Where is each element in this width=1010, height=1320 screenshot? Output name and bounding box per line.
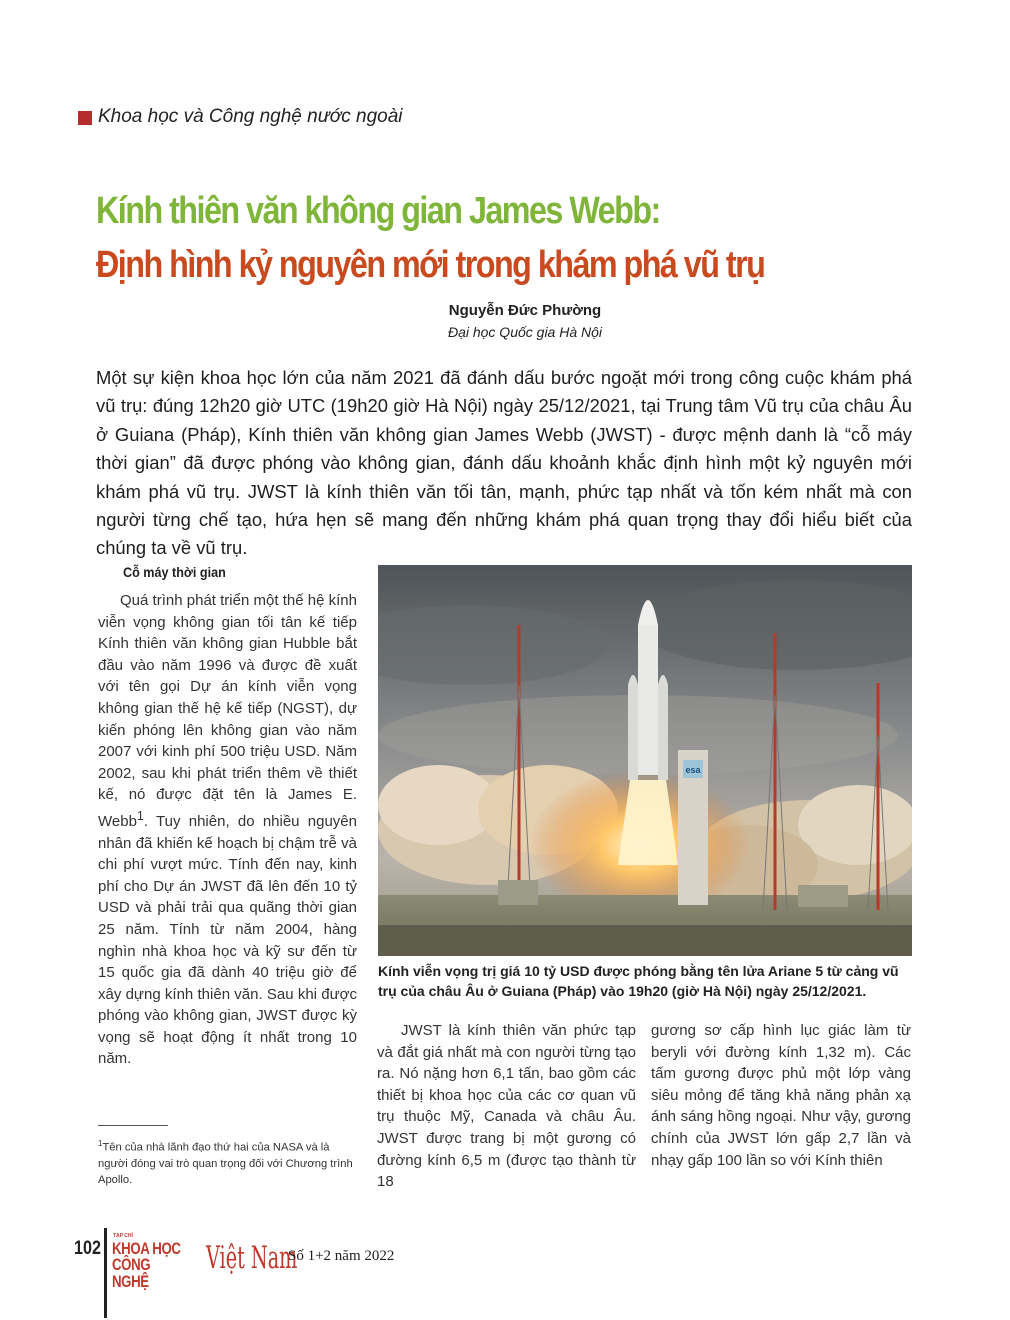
photo-caption: Kính viễn vọng trị giá 10 tỷ USD được phóng bằng tên lửa Ariane 5 từ cảng vũ trụ của châu Âu ở Guiana (Pháp) vào 19h20 (giờ Hà Nội) ngày 25/12/2021. [378, 963, 899, 999]
brand-line1: KHOA HỌC [112, 1239, 181, 1258]
brand-small: TẠP CHÍ [113, 1233, 133, 1239]
issue-info: Số 1+2 năm 2022 [288, 1248, 395, 1264]
lead-paragraph: Một sự kiện khoa học lớn của năm 2021 đã đánh dấu bước ngoặt mới trong công cuộc khám phá vũ trụ: đúng 12h20 giờ UTC (19h20 giờ Hà Nội) ngày 25/12/2021, tại Trung tâm Vũ trụ của châu Âu ở Guiana (Pháp), Kính thiên văn không gian James Webb (JWST) - được mệnh danh là “cỗ máy thời gian” đã được phóng vào không gian, đánh dấu khoảnh khắc định hình một kỷ nguyên mới khám phá vũ trụ. JWST là kính thiên văn tối tân, mạnh, phức tạp nhất và tốn kém nhất mà con người từng chế tạo, hứa hẹn sẽ mang đến những khám phá quan trọng thay đổi hiểu biết của chúng ta về vũ trụ. [96, 367, 912, 559]
footer-divider [104, 1228, 107, 1318]
brand-country: Việt Nam [206, 1240, 298, 1276]
footnote [98, 1136, 360, 1188]
footnote-mark: 1 [98, 1139, 103, 1148]
brand-line2: CÔNG NGHỆ [112, 1255, 151, 1291]
section-label: Khoa học và Công nghệ nước ngoài [98, 106, 403, 127]
footnote-text: Tên của nhà lãnh đạo thứ hai của NASA và là người đóng vai trò quan trọng đối với Chương trình Apollo. [98, 1141, 353, 1186]
col3-paragraph: gương sơ cấp hình lục giác làm từ beryli với đường kính 1,32 m). Các tấm gương được phủ một lớp vàng siêu mỏng để tăng khả năng phản xạ ánh sáng hồng ngoại. Như vậy, gương chính của JWST lớn gấp 2,7 lần và nhạy gấp 100 lần so với Kính thiên [651, 1022, 911, 1169]
author-affiliation: Đại học Quốc gia Hà Nội [447, 324, 603, 340]
launch-photo [378, 565, 912, 956]
esa-logo: esa [685, 765, 701, 775]
col1-text-a: Quá trình phát triển một thế hệ kính viễn vọng không gian tối tân kế tiếp Kính thiên văn không gian Hubble bắt đầu vào năm 1996 và được đề xuất với tên gọi Dự án kính viễn vọng không gian thế hệ kế tiếp (NGST), dự kiến phóng lên không gian vào năm 2007 với kinh phí 500 triệu USD. Năm 2002, sau khi phát triển thêm về thiết kế, nó được đặt tên là James E. Webb [98, 592, 357, 830]
article-title-line2: Định hình kỷ nguyên mới trong khám phá vũ trụ [96, 244, 765, 286]
section-marker [78, 111, 92, 125]
page-number: 102 [74, 1238, 101, 1259]
col2-paragraph: JWST là kính thiên văn phức tạp và đắt giá nhất mà con người từng tạo ra. Nó nặng hơn 6,1 tấn, bao gồm các thiết bị khoa học của các cơ quan vũ trụ thuộc Mỹ, Canada và châu Âu. JWST được trang bị một gương có đường kính 6,5 m (được tạo thành từ 18 [377, 1022, 636, 1191]
magazine-logo [110, 1233, 298, 1291]
article-title-line1: Kính thiên văn không gian James Webb: [96, 190, 660, 232]
footnote-ref: 1 [136, 808, 144, 823]
author-name: Nguyễn Đức Phường [448, 302, 602, 319]
footnote-divider [98, 1125, 168, 1126]
subheading: Cỗ máy thời gian [123, 564, 226, 580]
body-column-1 [98, 590, 357, 1070]
body-column-2 [377, 1020, 636, 1193]
body-column-3 [651, 1020, 911, 1171]
col1-text-b: . Tuy nhiên, do nhiều nguyên nhân đã khiến kế hoạch bị chậm trễ và chi phí vượt mức. Tính đến nay, kinh phí cho Dự án JWST đã lên đến 10 tỷ USD và phải trải qua quãng thời gian 25 năm. Tính từ năm 2004, hàng nghìn nhà khoa học và kỹ sư đến từ 15 quốc gia đã dành 40 triệu giờ để xây dựng kính thiên văn. Sau khi được phóng vào không gian, JWST được kỳ vọng sẽ hoạt động ít nhất trong 10 năm. [98, 812, 357, 1068]
